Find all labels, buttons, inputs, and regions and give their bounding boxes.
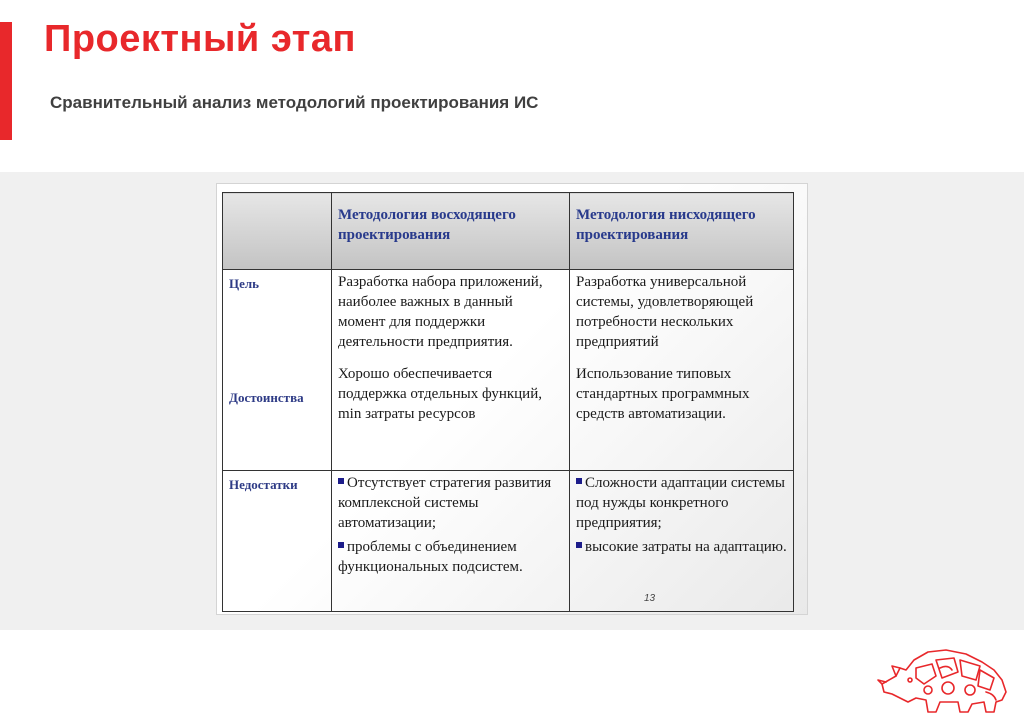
table-row-goal-advantages [223,270,794,471]
bullet-square-icon [338,542,344,548]
bottom-up-goal: Разработка набора приложений, наиболее важных в данный момент для поддержки деятельности предприятия. [338,274,543,350]
list-item: Отсутствует стратегия развития комплексной системы автоматизации; [338,475,552,531]
bottom-up-advantages: Хорошо обеспечивается поддержка отдельных функций, min затраты ресурсов [338,366,542,422]
label-goal: Цель [229,276,260,291]
top-down-cell [570,270,794,471]
accent-bar [0,22,12,140]
bullet-square-icon [576,478,582,484]
bottom-up-cell [332,270,570,471]
header-top-down [570,193,794,270]
comparison-table [222,192,794,612]
embedded-slide [216,183,808,615]
label-cell [223,471,332,612]
top-down-goal: Разработка универсальной системы, удовлетворяющей потребности нескольких предприятий [576,274,754,350]
table-row-disadvantages [223,471,794,612]
header-top-down-label: Методология нисходящего проектирования [576,207,756,243]
label-cell [223,270,332,471]
header-bottom-up [332,193,570,270]
bullet-square-icon [576,542,582,548]
slide-page-number: 13 [644,593,656,604]
list-item: проблемы с объединением функциональных подсистем. [338,539,523,575]
page-subtitle: Сравнительный анализ методологий проектирования ИС [50,93,539,112]
header-bottom-up-label: Методология восходящего проектирования [338,207,516,243]
page-title: Проектный этап [44,18,357,60]
table-header-row [223,193,794,270]
list-item: высокие затраты на адаптацию. [576,537,787,557]
bottom-up-disadvantages-cell [332,471,570,612]
list-item: Сложности адаптации системы под нужды конкретного предприятия; [576,475,786,531]
label-advantages: Достоинства [229,390,304,405]
bullet-square-icon [338,478,344,484]
header-empty-cell [223,193,332,270]
rhino-logo-icon [876,640,1012,716]
top-down-disadvantages-cell [570,471,794,612]
label-disadvantages: Недостатки [229,477,298,492]
top-down-advantages: Использование типовых стандартных программных средств автоматизации. [576,366,750,422]
